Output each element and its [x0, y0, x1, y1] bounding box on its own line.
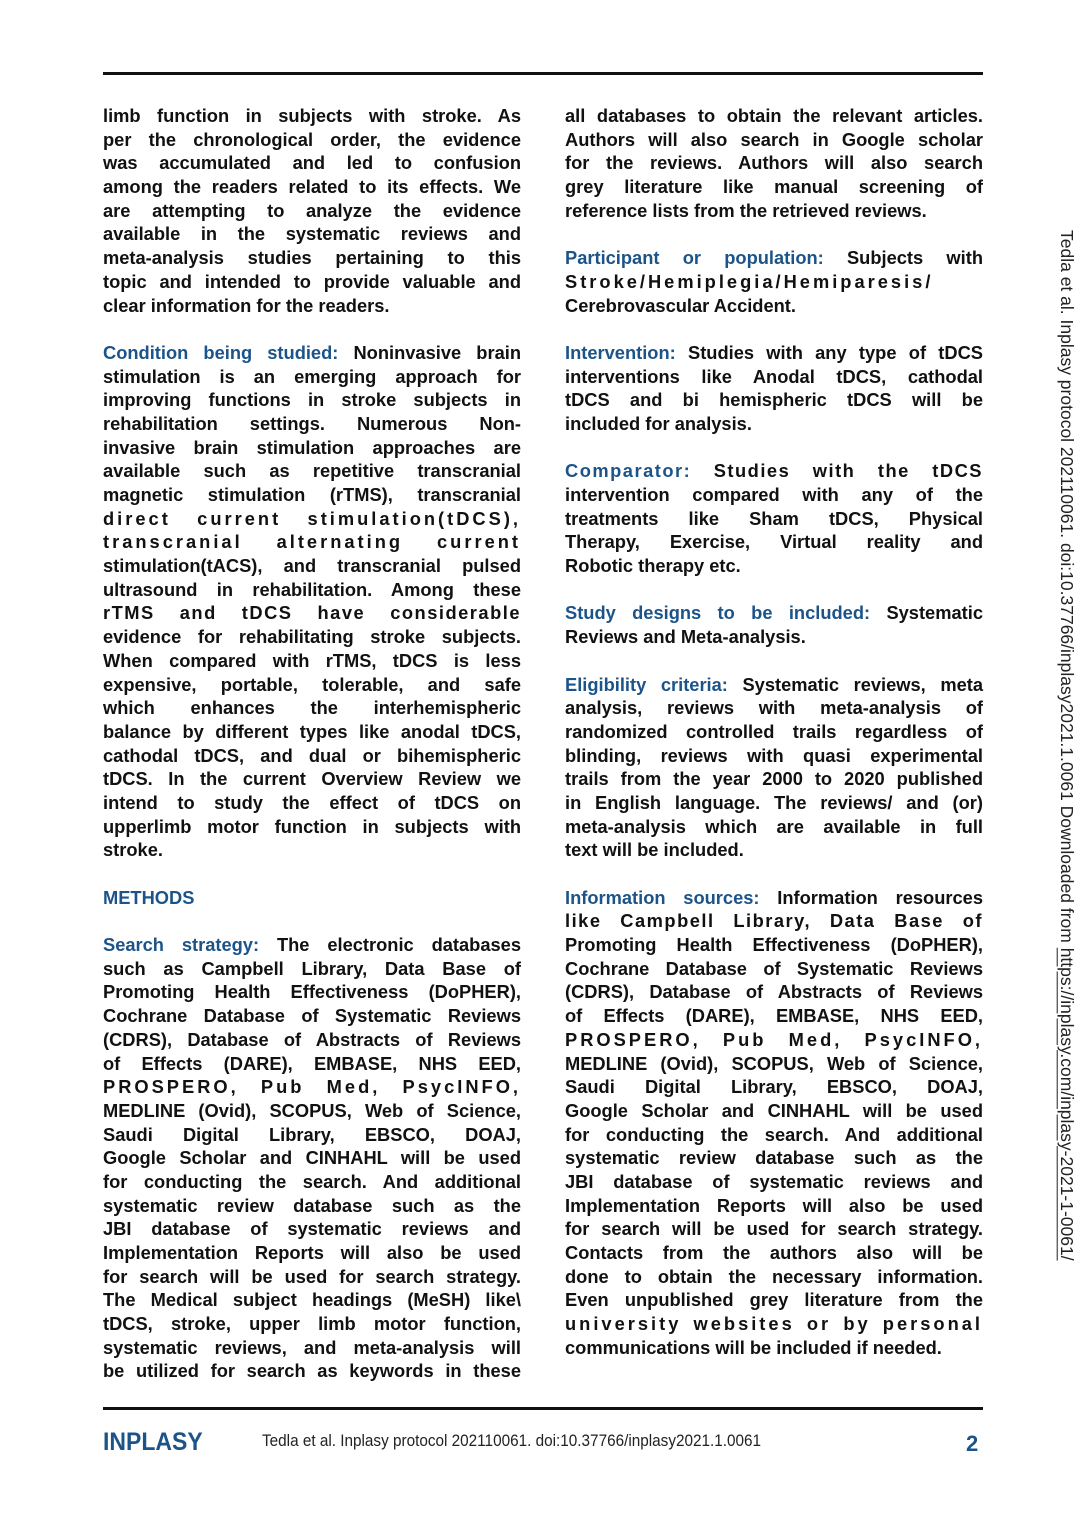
information-sources-section	[565, 886, 983, 1360]
text-line: Google Scholar and CINHAHL will be used	[565, 1099, 983, 1121]
text-line	[103, 933, 521, 957]
search-strategy-label: Search strategy:	[103, 934, 260, 956]
right-column	[565, 104, 983, 1383]
text-line: JBI database of systematic reviews and	[103, 1218, 521, 1240]
text-line: Cochrane Database of Systematic Reviews	[103, 1005, 521, 1027]
text-line: tDCS and bi hemispheric tDCS will be	[565, 389, 983, 411]
text-line: grey literature like manual screening of	[565, 176, 983, 198]
text-line: tDCS. In the current Overview Review we	[103, 768, 521, 790]
methods-heading: METHODS	[103, 886, 195, 908]
text-line: Saudi Digital Library, EBSCO, DOAJ,	[103, 1123, 521, 1145]
text-line: meta-analysis which are available in full	[565, 815, 983, 837]
text-line: systematic review database such as the	[565, 1147, 983, 1169]
text-line: systematic review database such as the	[103, 1194, 521, 1216]
text-line	[565, 601, 983, 625]
text-line: randomized controlled trails regardless of	[565, 720, 983, 742]
text-line: Implementation Reports will also be used	[565, 1194, 983, 1216]
text-line: treatments like Sham tDCS, Physical	[565, 507, 983, 529]
study-designs-text-start: Systematic	[870, 602, 983, 624]
text-line: improving functions in stroke subjects in	[103, 389, 521, 411]
text-line: Contacts from the authors also will be	[565, 1242, 983, 1263]
intro-continuation-paragraph	[103, 104, 521, 317]
search-continuation-paragraph	[565, 104, 983, 222]
text-line: clear information for the readers.	[103, 294, 390, 316]
text-line: trails from the year 2000 to 2020 published	[565, 768, 983, 790]
comparator-section	[565, 459, 983, 577]
text-line: interventions like Anodal tDCS, cathodal	[565, 365, 983, 387]
text-line: for conducting the search. And additional	[103, 1170, 521, 1192]
download-link[interactable]: https://inplasy.com/inplasy-2021-1-0061/	[1057, 947, 1077, 1261]
text-line: for conducting the search. And additional	[565, 1123, 983, 1145]
text-line: Promoting Health Effectiveness (DoPHER),	[103, 981, 521, 1003]
text-line: intend to study the effect of tDCS on	[103, 791, 521, 813]
text-line	[565, 246, 983, 270]
text-line: Reviews and Meta-analysis.	[565, 626, 806, 648]
text-line: was accumulated and led to confusion	[103, 152, 521, 174]
text-line: Robotic therapy etc.	[565, 555, 741, 577]
top-rule	[103, 72, 983, 75]
text-line	[103, 341, 521, 365]
text-line: Authors will also search in Google scholar	[565, 128, 983, 150]
text-line: balance by different types like anodal tDCS,	[103, 720, 521, 742]
comparator-text-start: Studies with the tDCS	[691, 460, 983, 482]
eligibility-text-start: Systematic reviews, meta	[727, 673, 983, 695]
text-line: tDCS, stroke, upper limb motor function,	[103, 1313, 521, 1335]
text-line: for search will be used for search strategy.	[103, 1265, 521, 1287]
eligibility-label: Eligibility criteria:	[565, 673, 728, 695]
text-line: are attempting to analyze the evidence	[103, 199, 521, 221]
bottom-rule	[103, 1407, 983, 1410]
text-line: expensive, portable, tolerable, and safe	[103, 673, 521, 695]
text-line: ultrasound in rehabilitation. Among these	[103, 578, 521, 600]
text-line: (CDRS), Database of Abstracts of Reviews	[565, 981, 983, 1003]
text-line: university websites or by personal	[565, 1313, 983, 1335]
participant-section	[565, 246, 983, 317]
participant-text-start: Subjects with	[823, 247, 983, 269]
search-strategy-text-start: The electronic databases	[259, 934, 521, 956]
text-line: stroke.	[103, 839, 163, 861]
text-line: direct current stimulation(tDCS),	[103, 507, 521, 529]
text-line: rTMS and tDCS have considerable	[103, 602, 521, 624]
inplasy-logo: INPLASY	[103, 1428, 203, 1456]
text-line: MEDLINE (Ovid), SCOPUS, Web of Science,	[565, 1052, 983, 1074]
text-line: text will be included.	[565, 839, 744, 861]
text-line: be utilized for search as keywords in these	[103, 1360, 521, 1382]
text-line: all databases to obtain the relevant articles.	[565, 105, 983, 126]
text-line: blinding, reviews with quasi experimental	[565, 744, 983, 766]
text-line	[565, 341, 983, 365]
information-sources-label: Information sources:	[565, 886, 760, 908]
text-line: for the reviews. Authors will also search	[565, 152, 983, 174]
text-line: evidence for rehabilitating stroke subjects.	[103, 626, 521, 648]
text-line: magnetic stimulation (rTMS), transcranial	[103, 484, 521, 505]
condition-section	[103, 341, 521, 862]
text-line: Saudi Digital Library, EBSCO, DOAJ,	[565, 1076, 983, 1098]
text-line: rehabilitation settings. Numerous Non-	[103, 412, 521, 434]
text-line: of Effects (DARE), EMBASE, NHS EED,	[565, 1005, 983, 1027]
text-line: JBI database of systematic reviews and	[565, 1170, 983, 1192]
text-line: such as Campbell Library, Data Base of	[103, 957, 521, 979]
text-line	[565, 886, 983, 910]
footer-citation: Tedla et al. Inplasy protocol 202110061. doi:10.37766/inplasy2021.1.0061	[262, 1431, 762, 1450]
text-line: meta-analysis studies pertaining to this	[103, 247, 521, 269]
text-line: Promoting Health Effectiveness (DoPHER),	[565, 934, 983, 956]
text-line: stimulation(tACS), and transcranial pulsed	[103, 555, 521, 577]
text-line: which enhances the interhemispheric	[103, 697, 521, 719]
text-line: Stroke/Hemiplegia/Hemiparesis/	[565, 270, 934, 292]
text-line: communications will be included if needed.	[565, 1336, 942, 1358]
text-line: (CDRS), Database of Abstracts of Reviews	[103, 1028, 521, 1050]
text-line: intervention compared with any of the	[565, 484, 983, 505]
text-line: Even unpublished grey literature from the	[565, 1289, 983, 1311]
text-line	[565, 459, 983, 483]
text-line: topic and intended to provide valuable and	[103, 270, 521, 292]
text-line: included for analysis.	[565, 412, 752, 434]
text-line: PROSPERO, Pub Med, PsycINFO,	[103, 1076, 521, 1098]
text-line: limb function in subjects with stroke. As	[103, 105, 521, 126]
page-number: 2	[966, 1431, 979, 1456]
text-line: Implementation Reports will also be used	[103, 1242, 521, 1263]
text-line: reference lists from the retrieved reviews.	[565, 199, 927, 221]
text-line: cathodal tDCS, and dual or bihemispheric	[103, 744, 521, 766]
study-designs-label: Study designs to be included:	[565, 602, 871, 624]
side-download-note	[1056, 230, 1077, 1261]
text-line	[565, 673, 983, 697]
text-line: PROSPERO, Pub Med, PsycINFO,	[565, 1028, 983, 1050]
text-line: MEDLINE (Ovid), SCOPUS, Web of Science,	[103, 1099, 521, 1121]
intervention-label: Intervention:	[565, 341, 676, 363]
text-line: transcranial alternating current	[103, 531, 521, 553]
text-line: for search will be used for search strategy.	[565, 1218, 983, 1240]
text-line: systematic reviews, and meta-analysis will	[103, 1336, 521, 1358]
text-line: available in the systematic reviews and	[103, 223, 521, 245]
intervention-section	[565, 341, 983, 436]
comparator-label: Comparator:	[565, 460, 692, 482]
search-strategy-section	[103, 933, 521, 1383]
text-line: stimulation is an emerging approach for	[103, 365, 521, 387]
condition-text-start: Noninvasive brain	[338, 341, 521, 363]
information-sources-text-start: Information resources	[759, 886, 983, 908]
condition-label: Condition being studied:	[103, 341, 339, 363]
text-line: Google Scholar and CINHAHL will be used	[103, 1147, 521, 1169]
eligibility-section	[565, 673, 983, 863]
text-line: When compared with rTMS, tDCS is less	[103, 649, 521, 671]
text-line: in English language. The reviews/ and (or)	[565, 791, 983, 813]
text-line: like Campbell Library, Data Base of	[565, 910, 983, 932]
text-line: invasive brain stimulation approaches are	[103, 436, 521, 458]
text-line: Therapy, Exercise, Virtual reality and	[565, 531, 983, 553]
text-line: of Effects (DARE), EMBASE, NHS EED,	[103, 1052, 521, 1074]
study-designs-section	[565, 601, 983, 648]
text-line: upperlimb motor function in subjects with	[103, 815, 521, 837]
text-line: among the readers related to its effects. We	[103, 176, 521, 198]
text-line: Cochrane Database of Systematic Reviews	[565, 957, 983, 979]
side-citation-text: Tedla et al. Inplasy protocol 202110061. doi:10.37766/inplasy2021.1.0061 Downloaded from	[1057, 230, 1077, 948]
text-line: Cerebrovascular Accident.	[565, 294, 796, 316]
participant-label: Participant or population:	[565, 247, 824, 269]
left-column	[103, 104, 521, 1407]
text-line: analysis, reviews with meta-analysis of	[565, 697, 983, 719]
text-line: per the chronological order, the evidence	[103, 128, 521, 150]
text-line: done to obtain the necessary information.	[565, 1265, 983, 1287]
text-line: available such as repetitive transcranial	[103, 460, 521, 482]
intervention-text-start: Studies with any type of tDCS	[675, 341, 983, 363]
text-line: The Medical subject headings (MeSH) like\	[103, 1289, 521, 1311]
